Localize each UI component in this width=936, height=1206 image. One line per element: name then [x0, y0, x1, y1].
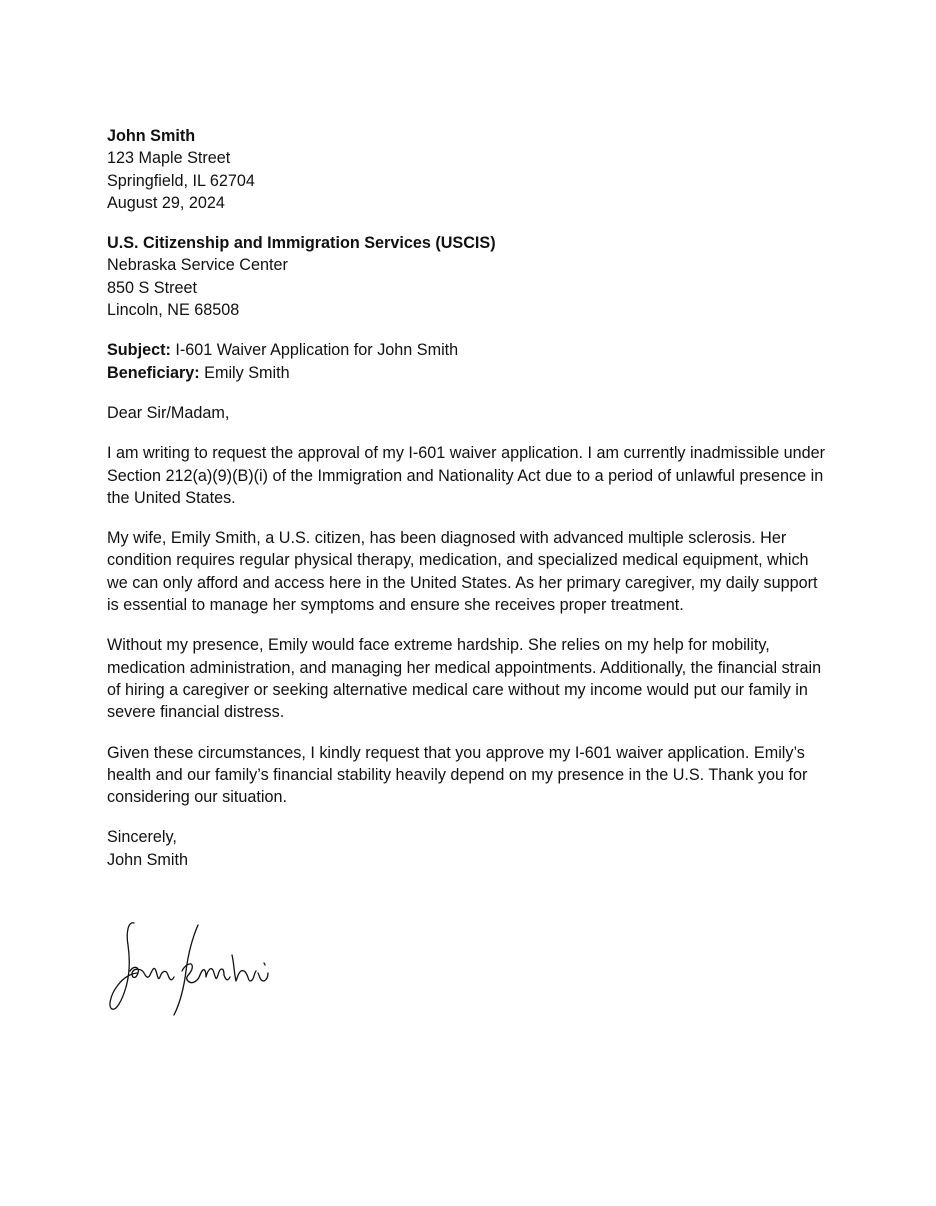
subject-value: I-601 Waiver Application for John Smith	[170, 341, 459, 360]
recipient-street: 850 S Street	[107, 278, 197, 297]
body-paragraph-4: Given these circumstances, I kindly request that you approve my I-601 waiver application. Emily’s health and our family’s financial stability heavily depend on my presence in the U.S. Thank you for considering our situation.	[107, 743, 808, 807]
closing-block	[107, 826, 827, 871]
letter-body	[107, 125, 827, 889]
body-paragraph-2: My wife, Emily Smith, a U.S. citizen, has been diagnosed with advanced multiple sclerosis. Her condition requires regular physical therapy, medication, and specialized medical equipment, which we can only afford and access here in the United States. As her primary caregiver, my daily support is essential to manage her symptoms and ensure she receives proper treatment.	[107, 529, 818, 615]
beneficiary-value: Emily Smith	[199, 363, 290, 382]
body-paragraph-3: Without my presence, Emily would face extreme hardship. She relies on my help for mobility, medication administration, and managing her medical appointments. Additionally, the financial strain of hiring a caregiver or seeking alternative medical care without my income would put our family in severe financial distress.	[107, 636, 822, 722]
sender-name: John Smith	[107, 127, 196, 145]
sender-city-state-zip: Springfield, IL 62704	[107, 171, 255, 190]
body-paragraph-1: I am writing to request the approval of my I-601 waiver application. I am currently inadmissible under Section 212(a)(9)(B)(i) of the Immigration and Nationality Act due to a period of unlawful presence in the United States.	[107, 444, 825, 507]
salutation	[107, 402, 827, 424]
letter-date: August 29, 2024	[107, 193, 225, 212]
salutation-text: Dear Sir/Madam,	[107, 403, 230, 422]
closing-name: John Smith	[107, 850, 188, 869]
valediction: Sincerely,	[107, 828, 177, 847]
handwritten-signature-icon	[108, 915, 273, 1025]
reference-block	[107, 339, 827, 384]
beneficiary-label: Beneficiary:	[107, 363, 200, 382]
subject-line	[107, 339, 827, 361]
beneficiary-line	[107, 362, 827, 384]
recipient-city-state-zip: Lincoln, NE 68508	[107, 301, 240, 320]
subject-label: Subject:	[107, 341, 171, 360]
recipient-address-block	[107, 232, 827, 321]
sender-street: 123 Maple Street	[107, 149, 231, 168]
recipient-agency: U.S. Citizenship and Immigration Services (USCIS)	[107, 234, 496, 253]
recipient-center: Nebraska Service Center	[107, 256, 288, 275]
sender-address-block	[107, 125, 827, 214]
